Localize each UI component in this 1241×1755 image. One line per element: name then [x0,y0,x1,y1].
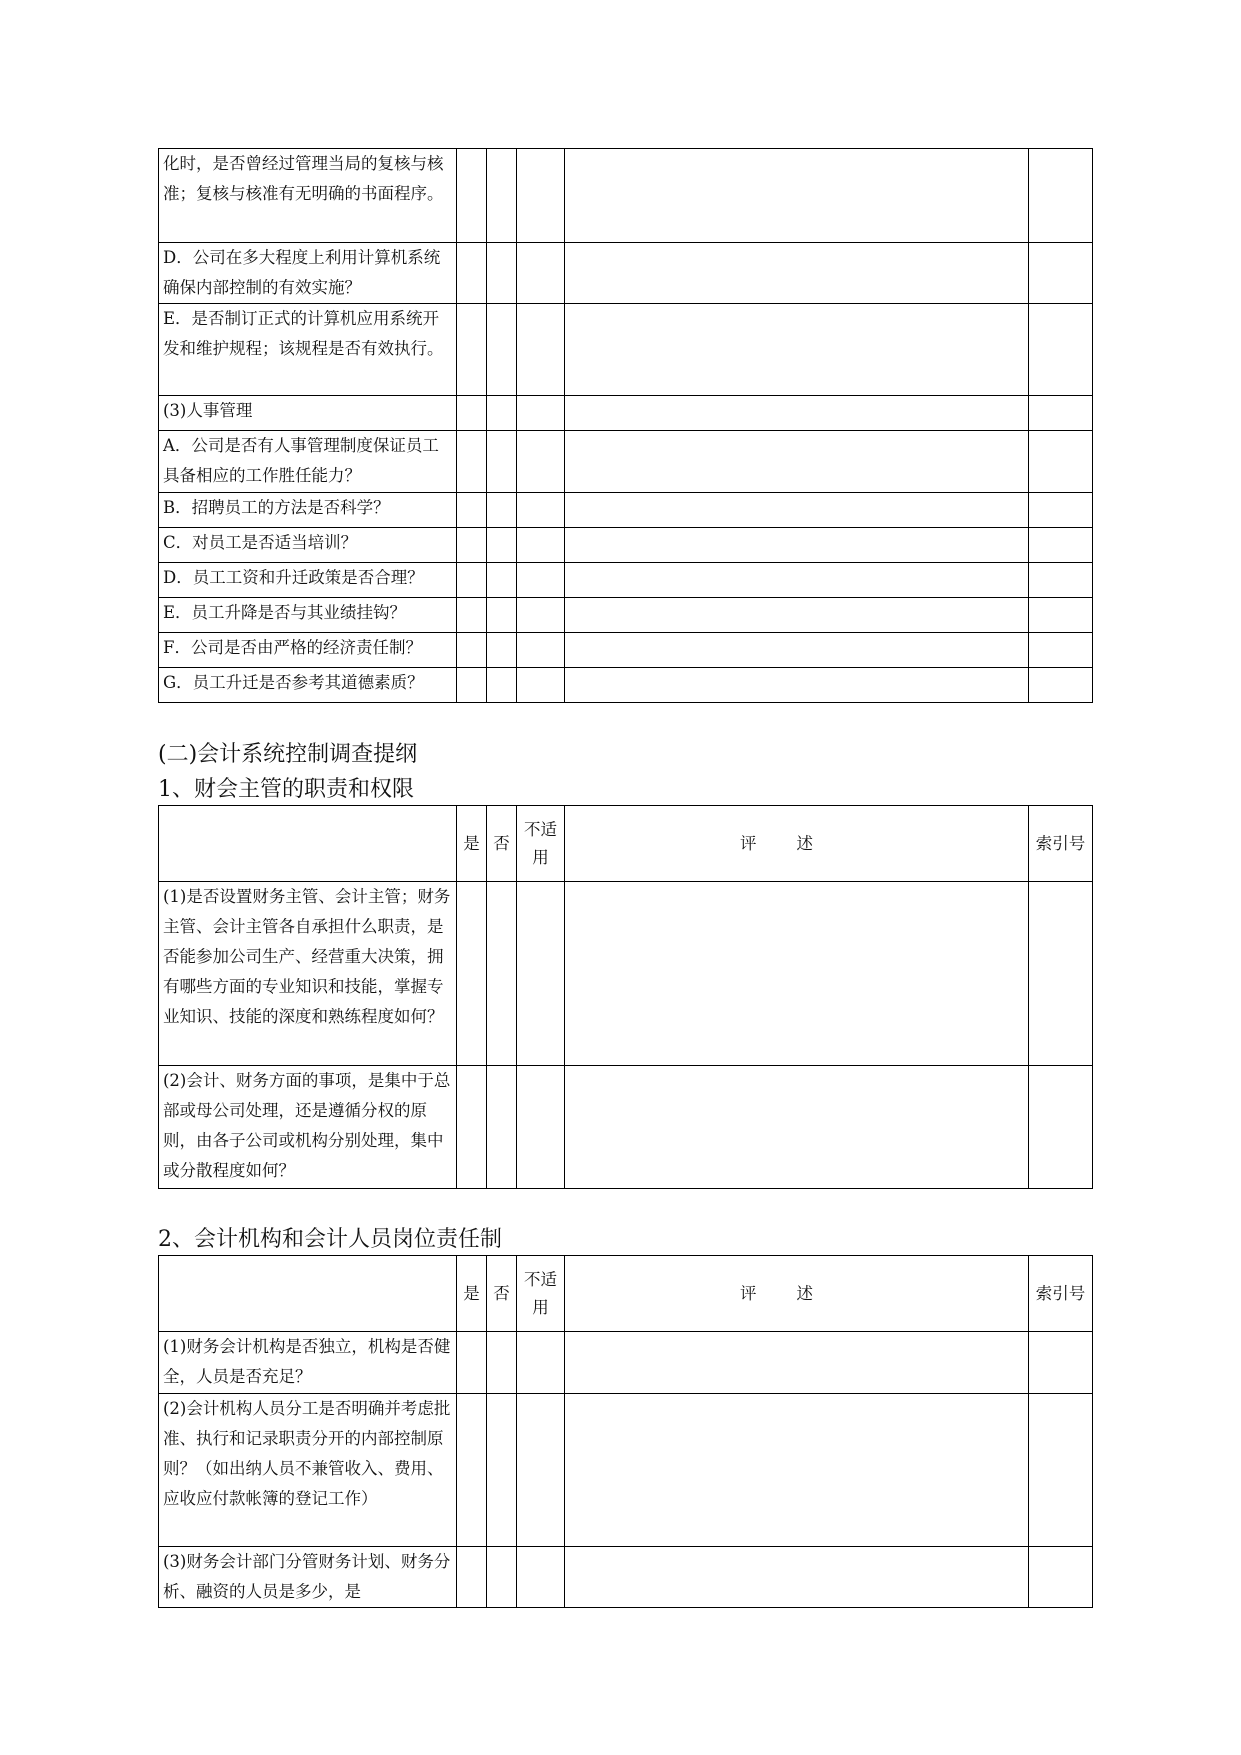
index-cell[interactable] [1029,598,1093,633]
no-cell[interactable] [487,528,517,563]
subsection-title-1: 1、财会主管的职责和权限 [158,777,414,802]
question-cell: A．公司是否有人事管理制度保证员工具备相应的工作胜任能力？ [159,431,457,493]
na-cell[interactable] [517,1547,565,1608]
review-cell[interactable] [565,304,1029,396]
header-no: 否 [487,806,517,882]
question-cell: (2)会计机构人员分工是否明确并考虑批准、执行和记录职责分开的内部控制原则？（如出纳人员不兼管收入、费用、应收应付款帐簿的登记工作） [159,1394,457,1547]
yes-cell[interactable] [457,243,487,304]
header-review: 评述 [565,806,1029,882]
question-cell: (3)人事管理 [159,396,457,431]
review-cell[interactable] [565,563,1029,598]
na-cell[interactable] [517,149,565,243]
question-cell: (1)财务会计机构是否独立，机构是否健全，人员是否充足？ [159,1332,457,1394]
header-index: 索引号 [1029,1256,1093,1332]
review-cell[interactable] [565,243,1029,304]
index-cell[interactable] [1029,882,1093,1066]
index-cell[interactable] [1029,1332,1093,1394]
review-cell[interactable] [565,493,1029,528]
yes-cell[interactable] [457,431,487,493]
review-cell[interactable] [565,633,1029,668]
header-blank-cell [159,806,457,882]
index-cell[interactable] [1029,563,1093,598]
yes-cell[interactable] [457,633,487,668]
index-cell[interactable] [1029,396,1093,431]
no-cell[interactable] [487,598,517,633]
index-cell[interactable] [1029,668,1093,703]
no-cell[interactable] [487,882,517,1066]
no-cell[interactable] [487,1332,517,1394]
index-cell[interactable] [1029,493,1093,528]
review-cell[interactable] [565,431,1029,493]
yes-cell[interactable] [457,1394,487,1547]
no-cell[interactable] [487,1547,517,1608]
review-cell[interactable] [565,882,1029,1066]
no-cell[interactable] [487,304,517,396]
index-cell[interactable] [1029,149,1093,243]
index-cell[interactable] [1029,243,1093,304]
header-no: 否 [487,1256,517,1332]
na-cell[interactable] [517,1066,565,1189]
header-yes: 是 [457,806,487,882]
question-cell: E．员工升降是否与其业绩挂钩？ [159,598,457,633]
no-cell[interactable] [487,396,517,431]
yes-cell[interactable] [457,882,487,1066]
na-cell[interactable] [517,633,565,668]
na-cell[interactable] [517,431,565,493]
header-review: 评述 [565,1256,1029,1332]
index-cell[interactable] [1029,528,1093,563]
question-cell: (1)是否设置财务主管、会计主管；财务主管、会计主管各自承担什么职责，是否能参加公司生产、经营重大决策，拥有哪些方面的专业知识和技能，掌握专业知识、技能的深度和熟练程度如何？ [159,882,457,1066]
question-cell: B．招聘员工的方法是否科学？ [159,493,457,528]
control-table-continued [158,148,1093,703]
na-cell[interactable] [517,243,565,304]
question-cell: D．员工工资和升迁政策是否合理？ [159,563,457,598]
question-cell: D．公司在多大程度上利用计算机系统确保内部控制的有效实施？ [159,243,457,304]
yes-cell[interactable] [457,149,487,243]
review-cell[interactable] [565,1394,1029,1547]
question-cell: 化时，是否曾经过管理当局的复核与核准；复核与核准有无明确的书面程序。 [159,149,457,243]
review-cell[interactable] [565,598,1029,633]
yes-cell[interactable] [457,598,487,633]
na-cell[interactable] [517,304,565,396]
question-cell: C．对员工是否适当培训？ [159,528,457,563]
no-cell[interactable] [487,563,517,598]
index-cell[interactable] [1029,304,1093,396]
question-cell: F．公司是否由严格的经济责任制？ [159,633,457,668]
accounting-staff-table [158,1255,1093,1608]
index-cell[interactable] [1029,1066,1093,1189]
no-cell[interactable] [487,668,517,703]
header-na: 不适用 [517,1256,565,1332]
index-cell[interactable] [1029,633,1093,668]
yes-cell[interactable] [457,563,487,598]
yes-cell[interactable] [457,1547,487,1608]
na-cell[interactable] [517,598,565,633]
index-cell[interactable] [1029,431,1093,493]
section-title: (二)会计系统控制调查提纲 [158,742,418,767]
na-cell[interactable] [517,882,565,1066]
na-cell[interactable] [517,563,565,598]
no-cell[interactable] [487,149,517,243]
na-cell[interactable] [517,493,565,528]
review-cell[interactable] [565,528,1029,563]
na-cell[interactable] [517,1394,565,1547]
no-cell[interactable] [487,243,517,304]
review-cell[interactable] [565,668,1029,703]
no-cell[interactable] [487,493,517,528]
na-cell[interactable] [517,528,565,563]
yes-cell[interactable] [457,493,487,528]
yes-cell[interactable] [457,528,487,563]
question-cell: (3)财务会计部门分管财务计划、财务分析、融资的人员是多少，是 [159,1547,457,1608]
question-cell: (2)会计、财务方面的事项，是集中于总部或母公司处理，还是遵循分权的原则，由各子公司或机构分别处理，集中或分散程度如何？ [159,1066,457,1189]
yes-cell[interactable] [457,1066,487,1189]
na-cell[interactable] [517,668,565,703]
no-cell[interactable] [487,1066,517,1189]
review-cell[interactable] [565,1066,1029,1189]
header-yes: 是 [457,1256,487,1332]
yes-cell[interactable] [457,304,487,396]
index-cell[interactable] [1029,1547,1093,1608]
question-cell: E．是否制订正式的计算机应用系统开发和维护规程；该规程是否有效执行。 [159,304,457,396]
finance-supervisor-table [158,805,1093,1189]
yes-cell[interactable] [457,396,487,431]
yes-cell[interactable] [457,1332,487,1394]
no-cell[interactable] [487,1394,517,1547]
header-blank-cell [159,1256,457,1332]
subsection-title-2: 2、会计机构和会计人员岗位责任制 [158,1227,502,1252]
index-cell[interactable] [1029,1394,1093,1547]
review-cell[interactable] [565,396,1029,431]
yes-cell[interactable] [457,668,487,703]
header-na: 不适用 [517,806,565,882]
question-cell: G．员工升迁是否参考其道德素质？ [159,668,457,703]
review-cell[interactable] [565,149,1029,243]
review-cell[interactable] [565,1547,1029,1608]
na-cell[interactable] [517,1332,565,1394]
header-index: 索引号 [1029,806,1093,882]
review-cell[interactable] [565,1332,1029,1394]
no-cell[interactable] [487,431,517,493]
na-cell[interactable] [517,396,565,431]
no-cell[interactable] [487,633,517,668]
